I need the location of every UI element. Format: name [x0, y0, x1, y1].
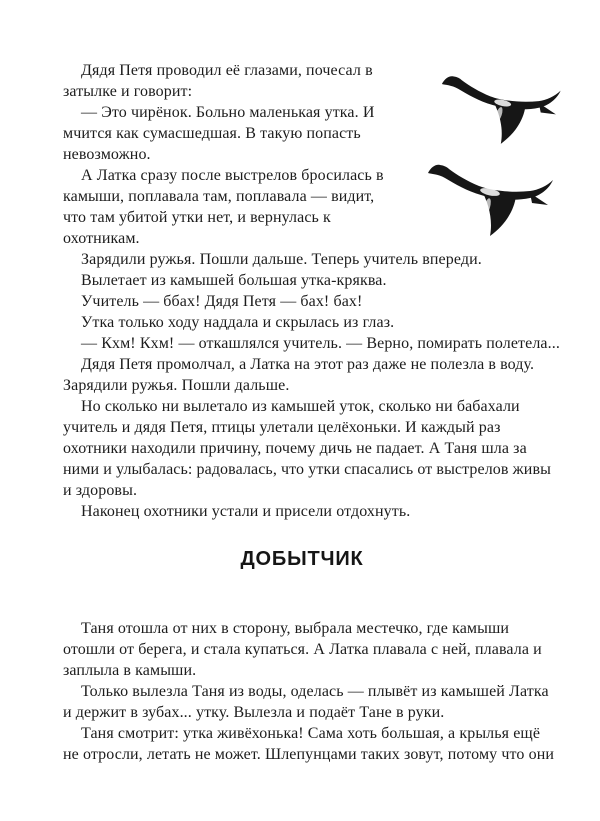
story-paragraph [63, 333, 560, 354]
text-line: Наконец охотники устали и присели отдохнуть. [81, 503, 411, 520]
story-paragraph [63, 681, 549, 723]
story-paragraph [63, 249, 541, 270]
text-line: Таня смотрит: утка живёхонька! Сама хоть большая, а крылья ещё [81, 725, 541, 742]
text-line: невозможно. [63, 146, 151, 163]
text-line: охотники находили причину, почему дичь не падает. А Таня шла за [63, 440, 527, 457]
story-paragraph [63, 396, 551, 501]
text-line: и здоровы. [63, 482, 138, 499]
duck-icon [442, 76, 561, 144]
text-line: охотникам. [63, 230, 140, 247]
book-page [63, 60, 560, 765]
text-line: Дядя Петя проводил её глазами, почесал в [81, 62, 373, 79]
text-line: затылке и говорит: [63, 83, 193, 100]
text-line: — Кхм! Кхм! — откашлялся учитель. — Верно, помирать полетела... [81, 335, 560, 352]
text-line: заплыла в камыши. [63, 662, 197, 679]
text-line: ними и улыбалась: радовалась, что утки спасались от выстрелов живы [63, 461, 551, 478]
text-line: А Латка сразу после выстрелов бросилась в [81, 167, 384, 184]
story-paragraph [63, 723, 555, 765]
text-line: Только вылезла Таня из воды, оделась — плывёт из камышей Латка [81, 683, 549, 700]
story-paragraph [63, 618, 541, 681]
text-line: — Это чирёнок. Больно маленькая утка. И [81, 104, 375, 121]
text-line: Но сколько ни вылетало из камышей уток, сколько ни бабахали [81, 398, 520, 415]
text-line: Учитель — ббах! Дядя Петя — бах! бах! [81, 293, 363, 310]
text-line: не отросли, летать не может. Шлепунцами таких зовут, потому что они [63, 746, 555, 763]
text-line: Дядя Петя промолчал, а Латка на этот раз даже не полезла в воду. [81, 356, 535, 373]
flying-ducks-illustration [426, 61, 578, 239]
duck-icon [428, 165, 553, 236]
story-paragraph [63, 312, 541, 333]
text-line: и держит в зубах... утку. Вылезла и подаёт Тане в руки. [63, 704, 445, 721]
text-line: Вылетает из камышей большая утка-кряква. [81, 272, 387, 289]
text-line: отошли от берега, и стала купаться. А Латка плавала с ней, плавала и [63, 641, 542, 658]
story-paragraph [63, 354, 541, 396]
text-line: учитель и дядя Петя, птицы улетали целёхоньки. И каждый раз [63, 419, 501, 436]
story-paragraph [63, 291, 541, 312]
text-line: камыши, поплавала там, поплавала — видит, [63, 188, 375, 205]
text-line: Зарядили ружья. Пошли дальше. [63, 377, 290, 394]
text-line: что там убитой утки нет, и вернулась к [63, 209, 331, 226]
chapter-heading: ДОБЫТЧИК [240, 548, 364, 570]
story-paragraph [63, 501, 541, 522]
text-line: мчится как сумасшедшая. В такую попасть [63, 125, 361, 142]
text-line: Таня отошла от них в сторону, выбрала местечко, где камыши [81, 620, 510, 637]
text-line: Утка только ходу наддала и скрылась из глаз. [81, 314, 395, 331]
text-line: Зарядили ружья. Пошли дальше. Теперь учитель впереди. [81, 251, 482, 268]
story-paragraph [63, 270, 541, 291]
